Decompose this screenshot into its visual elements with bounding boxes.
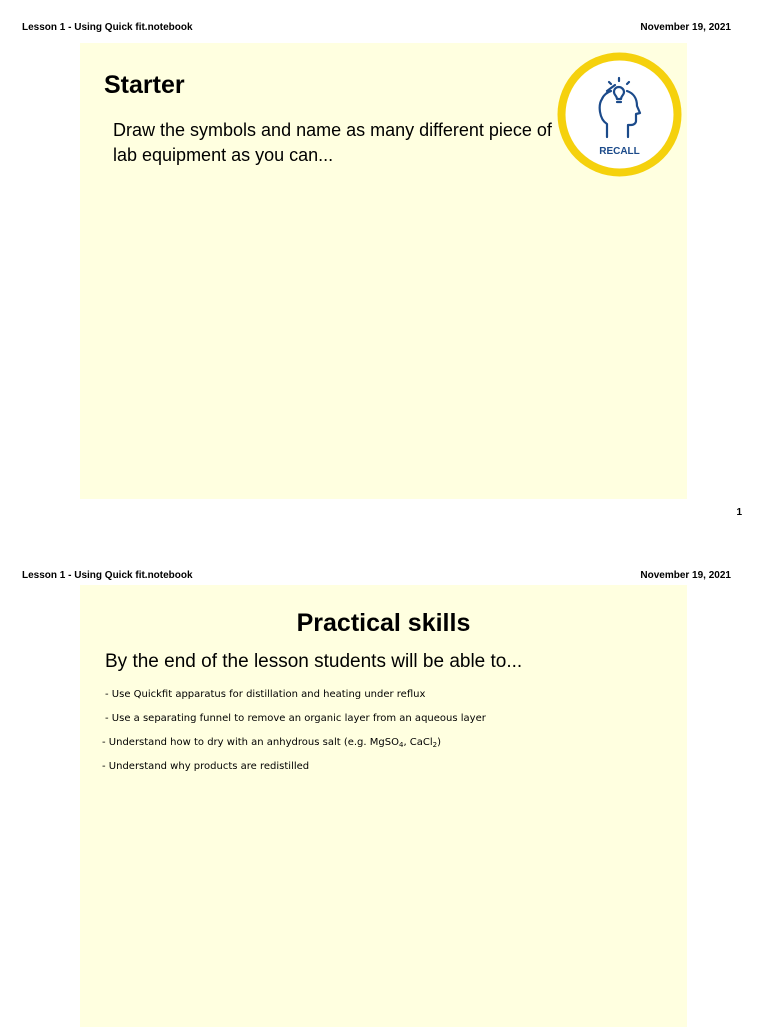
notebook-title: Lesson 1 - Using Quick fit.notebook <box>22 570 193 581</box>
slide-title: Practical skills <box>296 609 471 637</box>
badge-label: RECALL <box>599 146 640 157</box>
slide-title: Starter <box>104 71 185 99</box>
page-2 <box>0 548 768 1024</box>
slide-starter <box>80 43 687 499</box>
list-item: - Understand why products are redistilled <box>102 761 310 772</box>
skills-list <box>102 689 486 785</box>
slide-practical-skills <box>80 585 687 1027</box>
notebook-title: Lesson 1 - Using Quick fit.notebook <box>22 22 193 33</box>
subscript: 2 <box>432 741 438 749</box>
recall-badge <box>555 50 684 179</box>
slide-intro-text: By the end of the lesson students will be able to... <box>105 651 523 672</box>
list-item-text: ) <box>437 737 442 748</box>
list-item: - Use a separating funnel to remove an organic layer from an aqueous layer <box>105 713 486 724</box>
page-date: November 19, 2021 <box>640 22 731 33</box>
page-number: 1 <box>736 507 742 518</box>
list-item-text: - Understand how to dry with an anhydrous salt (e.g. MgSO <box>102 737 399 748</box>
list-item-text: , CaCl <box>403 737 433 748</box>
list-item: - Use Quickfit apparatus for distillation and heating under reflux <box>105 689 426 700</box>
subscript: 4 <box>398 741 404 749</box>
page-date: November 19, 2021 <box>640 570 731 581</box>
slide-body-text: Draw the symbols and name as many different piece of lab equipment as you can... <box>113 120 552 165</box>
list-item <box>102 737 486 761</box>
